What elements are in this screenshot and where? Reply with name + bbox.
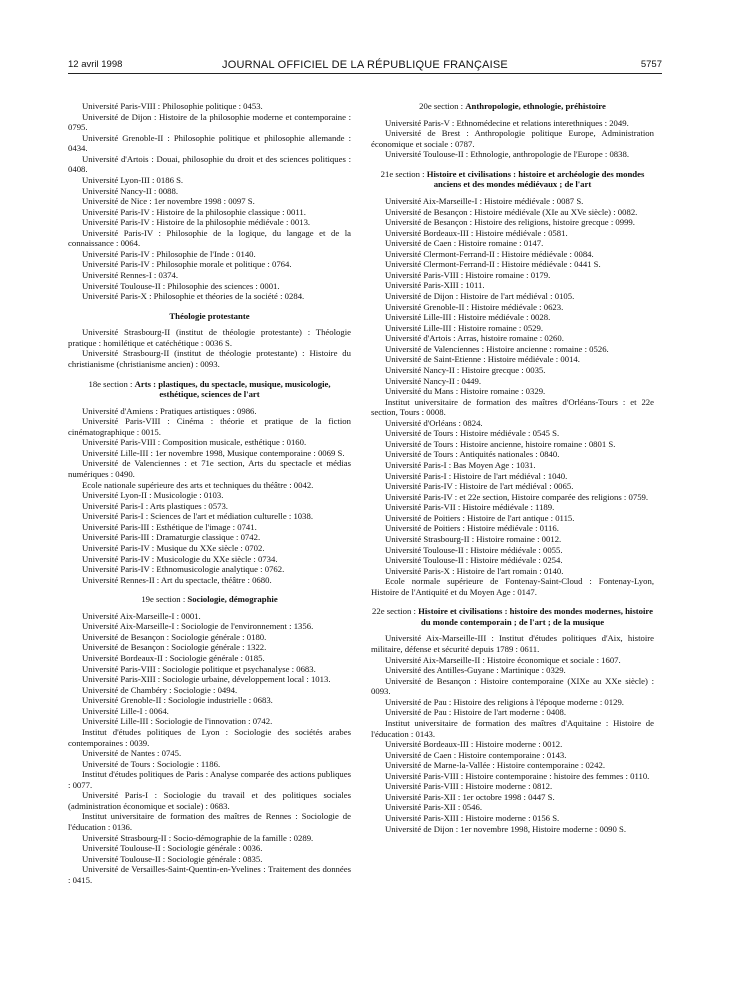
section-heading (371, 169, 654, 190)
entry-paragraph: Université Paris-V : Ethnomédecine et relations interethniques : 2049. (385, 117, 629, 128)
entry-paragraph: Université de Pau : Histoire de l'art moderne : 0408. (385, 707, 567, 718)
entry-paragraph: Université de Tours : Antiquités nationales : 0840. (385, 449, 560, 460)
entry-paragraph: Université de Nice : 1er novembre 1998 : 0097 S. (82, 196, 255, 207)
entry-paragraph: Université Toulouse-II : Sociologie générale : 0036. (82, 843, 263, 854)
entry-paragraph: Université d'Orléans : 0824. (385, 417, 483, 428)
entry-paragraph: Université de Versailles-Saint-Quentin-en-Yvelines : Traitement des données : 0415. (68, 864, 351, 885)
entry-paragraph: Université Grenoble-II : Philosophie politique et philosophie allemande : 0434. (68, 132, 351, 154)
entry-paragraph: Université de Chambéry : Sociologie : 0494. (82, 684, 238, 695)
section-heading (371, 606, 654, 627)
entry-paragraph: Université Lyon-III : 0186 S. (82, 174, 184, 185)
entry-paragraph: Université de Besançon : Sociologie générale : 0180. (82, 631, 267, 642)
entry-paragraph: Université Paris-XIII : Histoire moderne : 0156 S. (385, 813, 560, 823)
entry-paragraph: Université de Dijon : Histoire de l'art médiéval : 0105. (385, 291, 575, 301)
entry-paragraph: Université Paris-VIII : Philosophie politique : 0453. (82, 101, 263, 111)
section-heading (68, 311, 351, 322)
entry-paragraph: Université de Dijon : 1er novembre 1998, Histoire moderne : 0090 S. (385, 823, 627, 834)
entry-paragraph: Université du Mans : Histoire romaine : 0329. (385, 386, 546, 397)
entry-paragraph: Université Paris-III : Dramaturgie classique : 0742. (82, 532, 261, 543)
entry-paragraph: Université de Dijon : Histoire de la philosophie moderne et contemporaine : 0795. (68, 111, 351, 133)
entry-paragraph: Université Paris-IV : Philosophie morale et politique : 0764. (82, 259, 292, 270)
entry-paragraph: Université Toulouse-II : Sociologie générale : 0835. (82, 853, 263, 864)
entry-paragraph: Université Grenoble-II : Sociologie industrielle : 0683. (82, 695, 273, 706)
entry-paragraph: Université Aix-Marseille-I : Histoire médiévale : 0087 S. (385, 195, 584, 206)
section-number: 21e section : (380, 168, 427, 179)
entry-paragraph: Université de Marne-la-Vallée : Histoire contemporaine : 0242. (385, 760, 606, 771)
entry-paragraph: Université Paris-IV : et 22e section, Histoire comparée des religions : 0759. (385, 491, 649, 502)
entry-paragraph: Ecole nationale supérieure des arts et techniques du théâtre : 0042. (82, 479, 314, 490)
entry-paragraph: Ecole normale supérieure de Fontenay-Saint-Cloud : Fontenay-Lyon, Histoire de l'Antiquité et du Moyen Age : 0147. (371, 576, 654, 597)
entry-paragraph: Université d'Amiens : Pratiques artistiques : 0986. (82, 405, 257, 416)
entry-paragraph: Université Clermont-Ferrand-II : Histoire médiévale : 0084. (385, 248, 594, 259)
entry-paragraph: Université Paris-VIII : Composition musicale, esthétique : 0160. (82, 437, 307, 448)
entry-paragraph: Université Aix-Marseille-III : Institut d'études politiques d'Aix, histoire militaire, défense et sécurité depuis 1789 : 0611. (371, 633, 654, 654)
left-column (68, 101, 351, 885)
entry-paragraph: Université Paris-III : Esthétique de l'image : 0741. (82, 521, 257, 532)
entry-paragraph: Université Bordeaux-III : Histoire moderne : 0012. (385, 739, 563, 750)
entry-paragraph: Université Paris-VIII : Histoire romaine : 0179. (385, 269, 551, 280)
entry-paragraph: Université Strasbourg-II (institut de théologie protestante) : Histoire du christianisme (christianisme ancien) : 0093. (68, 348, 351, 369)
entry-paragraph: Université Aix-Marseille-I : 0001. (82, 610, 201, 621)
section-title: Arts : plastiques, du spectacle, musique, musicologie, esthétique, sciences de l'art (134, 378, 331, 400)
entry-paragraph: Institut d'études politiques de Lyon : Sociologie des sociétés arabes contemporaines : 0039. (68, 726, 351, 748)
entry-paragraph: Institut universitaire de formation des maîtres d'Orléans-Tours : et 22e section, Tours : 0008. (371, 396, 654, 418)
entry-paragraph: Université Strasbourg-II (institut de théologie protestante) : Théologie pratique : homilétique et catéchétique : 0036 S. (68, 327, 351, 348)
entry-paragraph: Université de Poitiers : Histoire médiévale : 0116. (385, 523, 559, 534)
entry-paragraph: Université de Tours : Histoire ancienne, histoire romaine : 0801 S. (385, 438, 616, 449)
entry-paragraph: Université Paris-VII : Histoire médiévale : 1189. (385, 502, 555, 513)
entry-paragraph: Université de Tours : Sociologie : 1186. (82, 758, 221, 769)
section-number: 19e section : (141, 594, 188, 605)
entry-paragraph: Université de Caen : Histoire romaine : 0147. (385, 238, 544, 249)
entry-paragraph: Université Paris-X : Histoire de l'art romain : 0140. (385, 565, 564, 576)
entry-paragraph: Université Grenoble-II : Histoire médiévale : 0623. (385, 301, 564, 312)
entry-paragraph: Université de Besançon : Histoire médiévale (XIe au XVe siècle) : 0082. (385, 206, 638, 217)
section-title: Histoire et civilisations : histoire des mondes modernes, histoire du monde contemporain ; de l'art ; de la musique (418, 606, 653, 627)
entry-paragraph: Université de Poitiers : Histoire de l'art antique : 0115. (385, 512, 575, 523)
entry-paragraph: Université Paris-X : Philosophie et théories de la société : 0284. (82, 291, 305, 302)
entry-paragraph: Université de Pau : Histoire des religions à l'époque moderne : 0129. (385, 696, 624, 707)
right-column (371, 101, 654, 834)
entry-paragraph: Université Paris-I : Histoire de l'art médiéval : 1040. (385, 470, 568, 481)
entry-paragraph: Université Paris-VIII : Cinéma : théorie et pratique de la fiction cinématographique : 0015. (68, 416, 351, 437)
entry-paragraph: Université Toulouse-II : Histoire médiévale : 0254. (385, 555, 563, 566)
section-number: 22e section : (372, 606, 419, 617)
entry-paragraph: Université Rennes-I : 0374. (82, 270, 179, 280)
entry-paragraph: Université Paris-I : Sciences de l'art et médiation culturelle : 1038. (82, 511, 313, 522)
entry-paragraph: Université Nancy-II : 0088. (82, 185, 179, 196)
entry-paragraph: Université Nancy-II : 0449. (385, 375, 482, 386)
entry-paragraph: Université de Valenciennes : et 71e section, Arts du spectacle et médias numériques : 0490. (68, 458, 351, 479)
entry-paragraph: Université Aix-Marseille-I : Sociologie de l'environnement : 1356. (82, 621, 314, 632)
publication-date: 12 avril 1998 (68, 59, 123, 70)
entry-paragraph: Université Lille-III : Histoire médiévale : 0028. (385, 312, 551, 323)
entry-paragraph: Université Toulouse-II : Histoire médiévale : 0055. (385, 544, 563, 555)
entry-paragraph: Université Clermont-Ferrand-II : Histoire médiévale : 0441 S. (385, 259, 601, 270)
entry-paragraph: Université de Saint-Etienne : Histoire médiévale : 0014. (385, 354, 580, 365)
entry-paragraph: Université Lille-III : 1er novembre 1998, Musique contemporaine : 0069 S. (82, 447, 345, 458)
entry-paragraph: Université Lille-I : 0064. (82, 705, 169, 716)
entry-paragraph: Institut universitaire de formation des maîtres de Rennes : Sociologie de l'éducation : 0136. (68, 811, 351, 832)
entry-paragraph: Université Aix-Marseille-II : Histoire économique et sociale : 1607. (385, 654, 621, 665)
entry-paragraph: Institut universitaire de formation des maîtres d'Aquitaine : Histoire de l'éducation : 0143. (371, 717, 654, 739)
entry-paragraph: Université de Nantes : 0745. (82, 748, 182, 759)
entry-paragraph: Université Paris-VIII : Histoire moderne : 0812. (385, 781, 553, 792)
entry-paragraph: Université de Besançon : Histoire des religions, histoire grecque : 0999. (385, 217, 635, 228)
entry-paragraph: Université Paris-IV : Musique du XXe siècle : 0702. (82, 542, 265, 553)
entry-paragraph: Université d'Artois : Douai, philosophie du droit et des sciences politiques : 0408. (68, 153, 351, 175)
entry-paragraph: Université Paris-IV : Musicologie du XXe siècle : 0734. (82, 553, 278, 564)
entry-paragraph: Université d'Artois : Arras, histoire romaine : 0260. (385, 333, 564, 344)
entry-paragraph: Université Paris-XII : 1er octobre 1998 : 0447 S. (385, 791, 555, 802)
page-header (68, 59, 662, 73)
entry-paragraph: Université Paris-IV : Histoire de la philosophie classique : 0011. (82, 206, 306, 217)
entry-paragraph: Université Rennes-II : Art du spectacle, théâtre : 0680. (82, 574, 272, 585)
entry-paragraph: Université Paris-IV : Philosophie de la logique, du langage et de la connaissance : 0064. (68, 227, 351, 249)
section-title: Sociologie, démographie (187, 594, 278, 605)
entry-paragraph: Université de Caen : Histoire contemporaine : 0143. (385, 749, 567, 760)
entry-paragraph: Université Paris-XII : 0546. (385, 802, 482, 813)
entry-paragraph: Université des Antilles-Guyane : Martinique : 0329. (385, 665, 566, 676)
section-title: Anthropologie, ethnologie, préhistoire (465, 101, 606, 111)
entry-paragraph: Université de Besançon : Histoire contemporaine (XIXe au XXe siècle) : 0093. (371, 675, 654, 697)
entry-paragraph: Université de Besançon : Sociologie générale : 1322. (82, 642, 267, 653)
entry-paragraph: Université Paris-IV : Philosophie de l'Inde : 0140. (82, 248, 256, 259)
entry-paragraph: Université Paris-XIII : Sociologie urbaine, développement local : 1013. (82, 674, 331, 685)
entry-paragraph: Université Bordeaux-III : Histoire médiévale : 0581. (385, 227, 568, 238)
entry-paragraph: Université Nancy-II : Histoire grecque : 0035. (385, 364, 546, 375)
section-title: Théologie protestante (169, 310, 250, 321)
entry-paragraph: Université de Brest : Anthropologie politique Europe, Administration économique et sociale : 0787. (371, 128, 654, 149)
entry-paragraph: Université Paris-I : Arts plastiques : 0573. (82, 500, 228, 511)
entry-paragraph: Université Lille-III : Histoire romaine : 0529. (385, 322, 544, 333)
entry-paragraph: Université Paris-I : Bas Moyen Age : 1031. (385, 460, 536, 470)
entry-paragraph: Université de Valenciennes : Histoire ancienne : romaine : 0526. (385, 343, 609, 354)
entry-paragraph: Université Lyon-II : Musicologie : 0103. (82, 490, 224, 501)
section-title: Histoire et civilisations : histoire et archéologie des mondes anciens et des mondes médiévaux ; de l'art (426, 168, 645, 190)
entry-paragraph: Université Strasbourg-II : Histoire romaine : 0012. (385, 533, 562, 544)
entry-paragraph: Université Paris-IV : Histoire de l'art médiéval : 0065. (385, 481, 574, 492)
section-number: 18e section : (88, 378, 135, 389)
entry-paragraph: Institut d'études politiques de Paris : Analyse comparée des actions publiques : 0077. (68, 769, 351, 790)
entry-paragraph: Université Toulouse-II : Ethnologie, anthropologie de l'Europe : 0838. (385, 149, 629, 160)
entry-paragraph: Université Paris-XIII : 1011. (385, 280, 485, 291)
entry-paragraph: Université Paris-IV : Histoire de la philosophie médiévale : 0013. (82, 217, 311, 228)
page-number: 5757 (640, 59, 662, 70)
journal-title: JOURNAL OFFICIEL DE LA RÉPUBLIQUE FRANÇAISE (222, 59, 508, 71)
entry-paragraph: Université Bordeaux-II : Sociologie générale : 0185. (82, 653, 265, 663)
entry-paragraph: Université Lille-III : Sociologie de l'innovation : 0742. (82, 716, 273, 727)
entry-paragraph: Université de Tours : Histoire médiévale : 0545 S. (385, 428, 560, 439)
section-heading (68, 594, 351, 605)
entry-paragraph: Université Paris-IV : Ethnomusicologie analytique : 0762. (82, 564, 285, 575)
section-number: 20e section : (419, 101, 466, 111)
entry-paragraph: Université Toulouse-II : Philosophie des sciences : 0001. (82, 280, 280, 291)
header-rule (68, 73, 662, 74)
entry-paragraph: Université Paris-VIII : Sociologie politique et psychanalyse : 0683. (82, 663, 316, 674)
entry-paragraph: Université Strasbourg-II : Socio-démographie de la famille : 0289. (82, 832, 314, 843)
section-heading (371, 101, 654, 112)
section-heading (68, 379, 351, 400)
entry-paragraph: Université Paris-VIII : Histoire contemporaine : histoire des femmes : 0110. (385, 770, 650, 781)
entry-paragraph: Université Paris-I : Sociologie du travail et des politiques sociales (administration économique et sociale) : 0683. (68, 790, 351, 811)
